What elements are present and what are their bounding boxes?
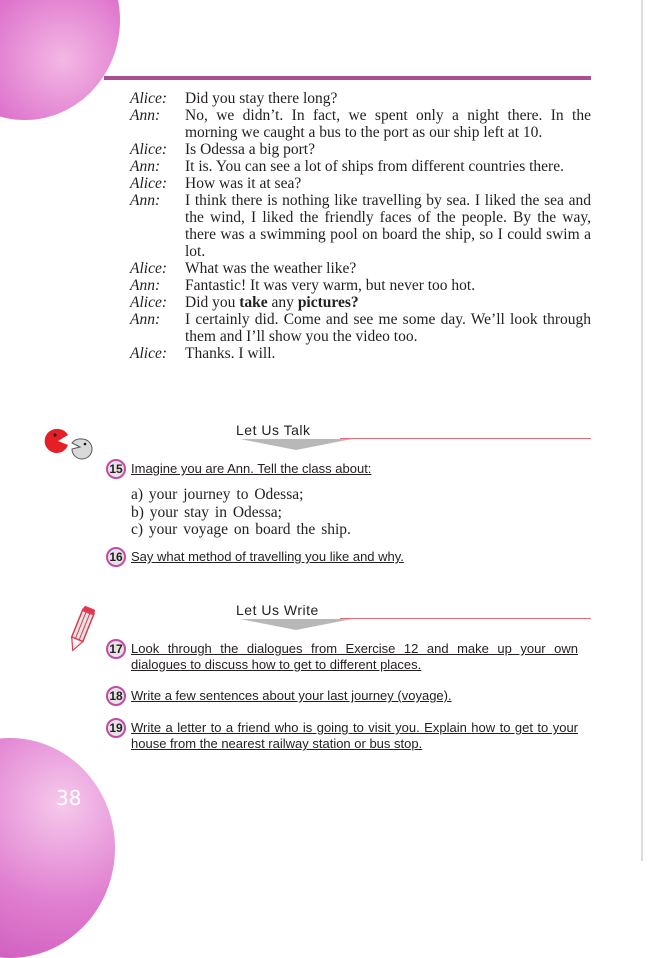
section-rule (340, 438, 591, 439)
exercise-text: Look through the dialogues from Exercise 12 and make up your own dialogues to discuss how to get to different places. (131, 641, 578, 672)
top-rule (104, 76, 591, 80)
exercise-number: 17 (106, 639, 126, 659)
exercise-16 (106, 549, 578, 567)
section-pointer (240, 439, 352, 450)
list-item: b) your stay in Odessa; (131, 503, 282, 521)
speaker: Alice: (130, 141, 168, 158)
speech: I think there is nothing like travelling by sea. I liked the sea and the wind, I liked the friendly faces of the people. By the way, there was a swimming pool on board the ship, so I could swim a lot. (185, 192, 591, 260)
dialogue-line (130, 345, 591, 362)
dialogue (130, 90, 591, 362)
speech-part: any (267, 294, 298, 311)
dialogue-line (130, 107, 591, 141)
speaker: Ann: (130, 277, 161, 294)
section-pointer (240, 619, 352, 630)
talking-heads-icon (42, 425, 98, 461)
bold-word: pictures? (297, 294, 359, 311)
speaker: Alice: (130, 90, 168, 107)
exercise-15 (106, 461, 578, 479)
speaker: Ann: (130, 311, 161, 328)
speech: Did you stay there long? (185, 90, 338, 107)
speech: How was it at sea? (185, 175, 302, 192)
dialogue-line (130, 158, 591, 175)
speaker: Ann: (130, 192, 161, 209)
speech: Fantastic! It was very warm, but never too hot. (185, 277, 476, 294)
exercise-number: 16 (106, 547, 126, 567)
speech: No, we didn’t. In fact, we spent only a night there. In the morning we caught a bus to the port as our ship left at 10. (185, 107, 591, 141)
list-item: a) your journey to Odessa; (131, 486, 304, 503)
dialogue-line (130, 175, 591, 192)
speaker: Ann: (130, 158, 161, 175)
dialogue-line (130, 311, 591, 345)
exercise-number: 15 (106, 459, 126, 479)
speaker: Alice: (130, 294, 168, 311)
exercise-text: Say what method of travelling you like and why. (131, 549, 404, 564)
speech-part: Did you (185, 294, 240, 311)
speech: Is Odessa a big port? (185, 141, 315, 158)
section-rule (340, 618, 591, 619)
exercise-text: Write a letter to a friend who is going to visit you. Explain how to get to your house from the nearest railway station or bus stop. (131, 720, 578, 751)
exercise-number: 18 (106, 686, 126, 706)
dialogue-line (130, 90, 591, 107)
speech: I certainly did. Come and see me some day. We’ll look through them and I’ll show you the video too. (185, 311, 591, 345)
exercise-text: Write a few sentences about your last journey (voyage). (131, 688, 452, 703)
speaker: Ann: (130, 107, 161, 124)
dialogue-line (130, 277, 591, 294)
dialogue-line (130, 260, 591, 277)
list-item: c) your voyage on board the ship. (131, 521, 351, 538)
pencil-icon (64, 606, 98, 654)
page-number: 38 (56, 786, 82, 810)
section-heading-write: Let Us Write (236, 602, 319, 618)
speaker: Alice: (130, 260, 168, 277)
dialogue-line (130, 192, 591, 260)
speaker: Alice: (130, 345, 168, 362)
speech: Thanks. I will. (185, 345, 276, 362)
exercise-number: 19 (106, 718, 126, 738)
speech: It is. You can see a lot of ships from different countries there. (185, 158, 564, 175)
exercise-19 (106, 720, 578, 752)
exercise-17 (106, 641, 578, 673)
exercise-18 (106, 688, 578, 706)
speech: What was the weather like? (185, 260, 357, 277)
bold-word: take (239, 294, 268, 311)
speaker: Alice: (130, 175, 168, 192)
exercise-text: Imagine you are Ann. Tell the class about: (131, 461, 372, 476)
dialogue-line (130, 141, 591, 158)
exercise-15-items (131, 486, 351, 539)
speech (185, 294, 591, 311)
section-heading-talk: Let Us Talk (236, 422, 311, 438)
dialogue-line (130, 294, 591, 311)
